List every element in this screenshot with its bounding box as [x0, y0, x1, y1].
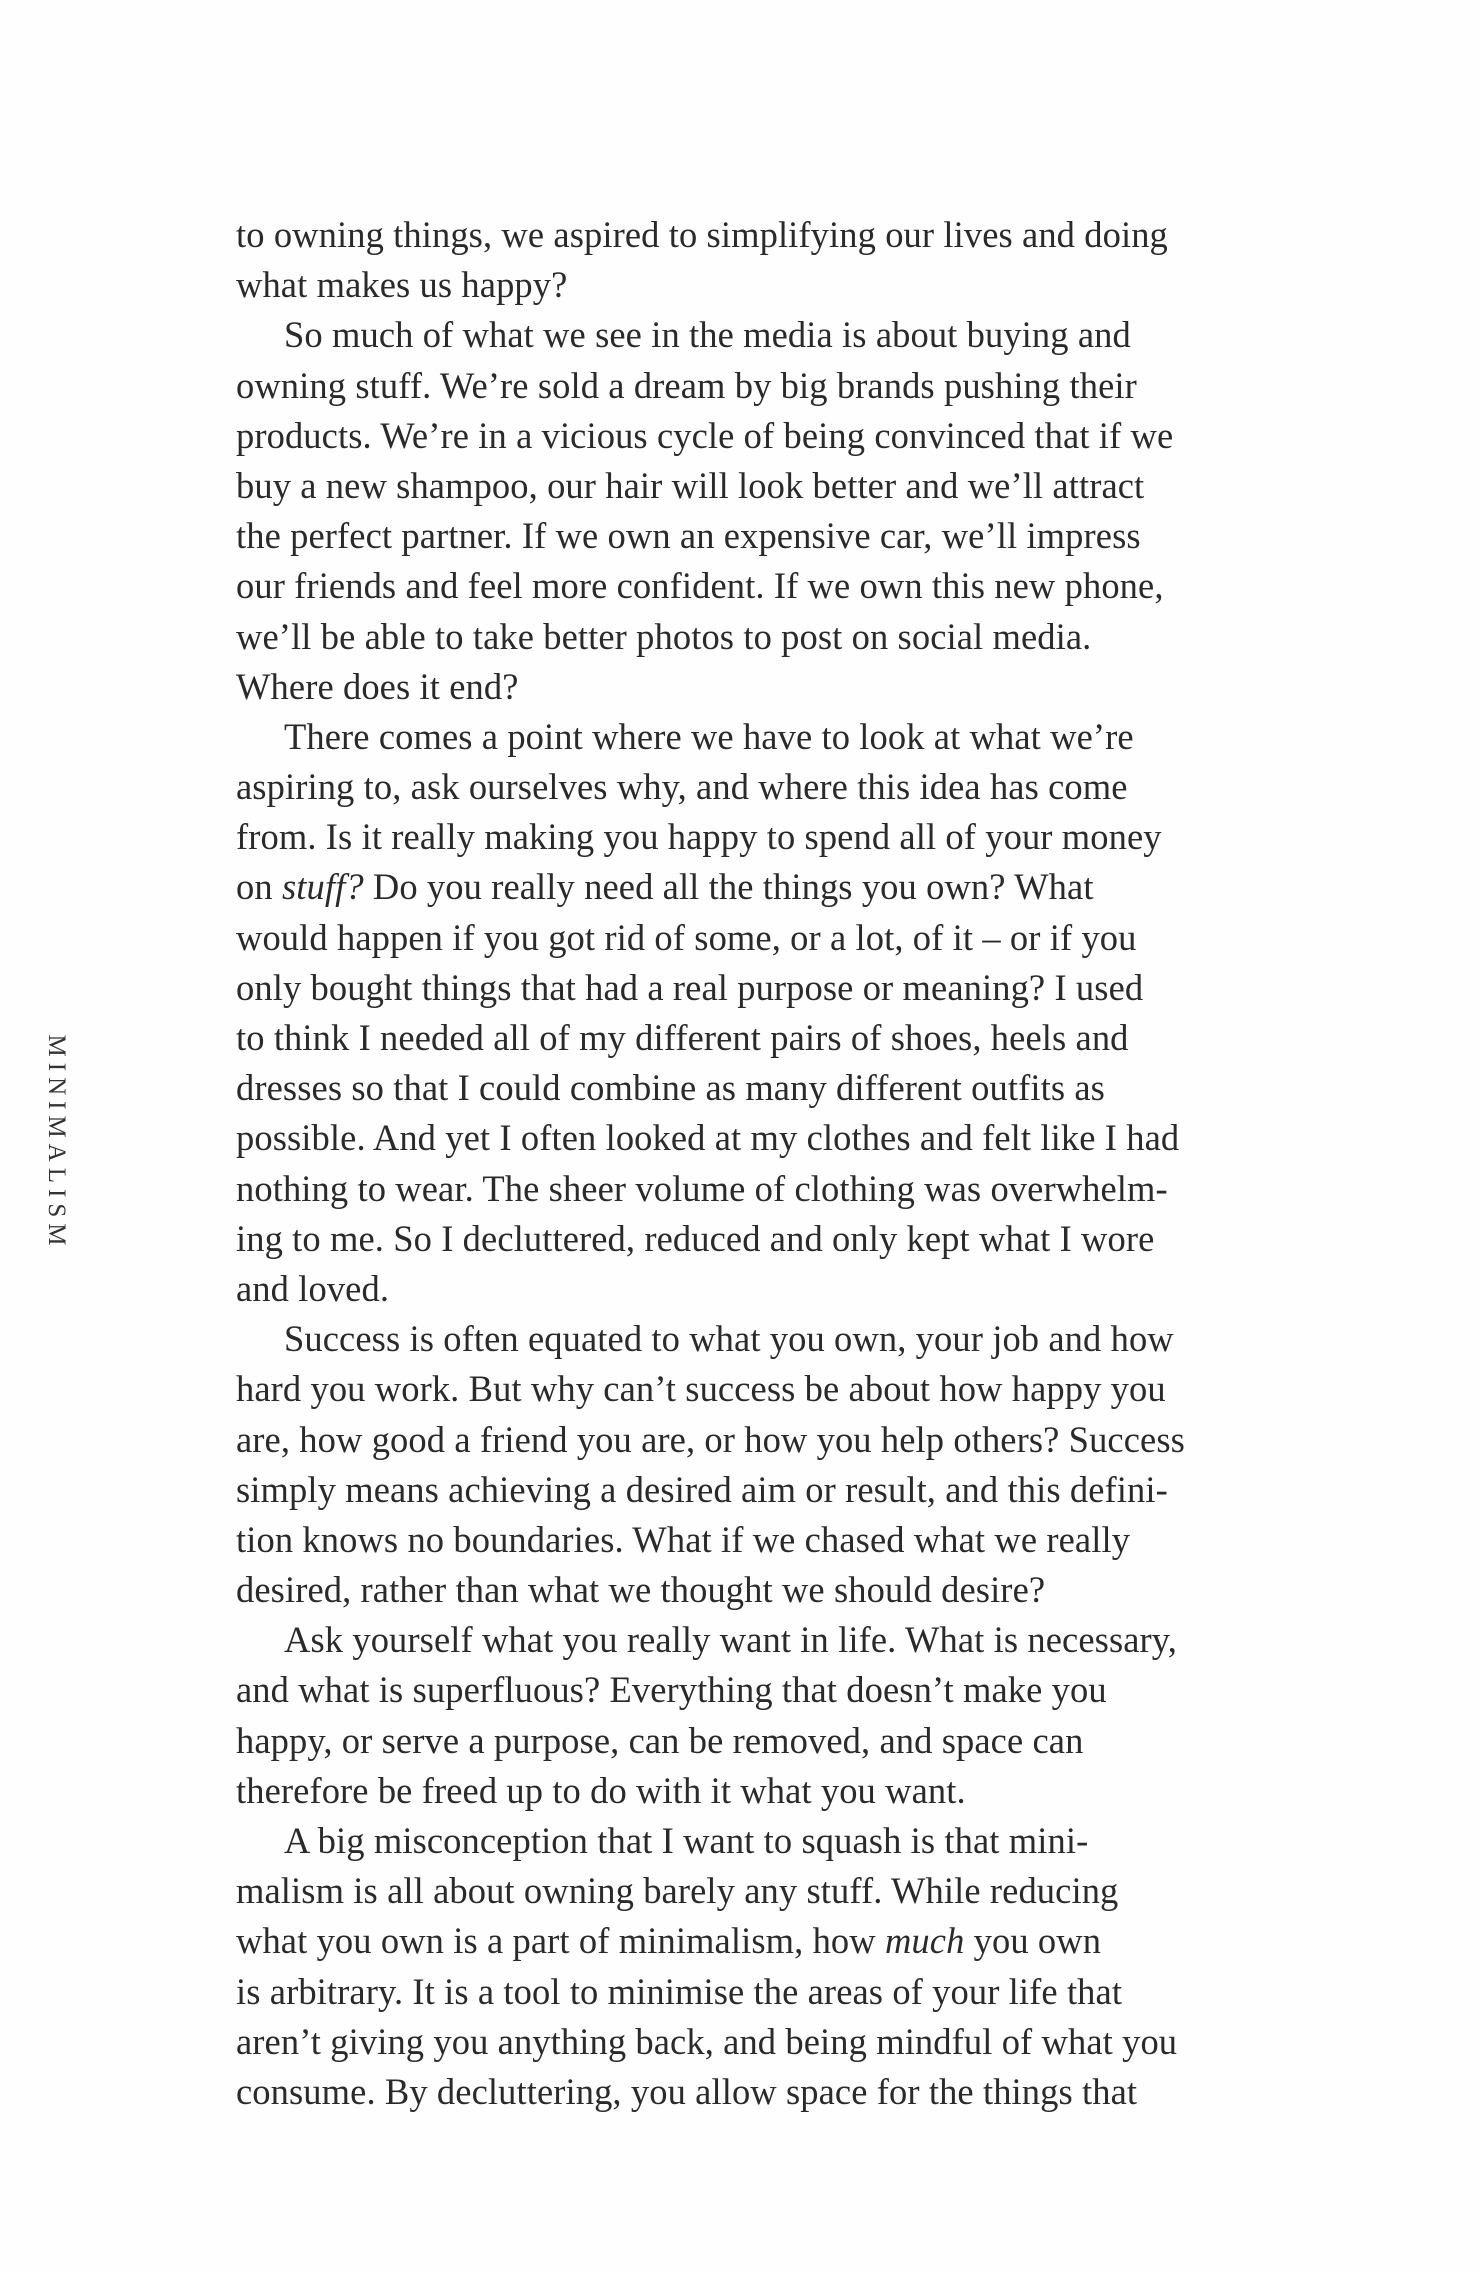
text-line: to owning things, we aspired to simplifying our lives and doing	[236, 214, 1168, 255]
text-line: the perfect partner. If we own an expensive car, we’ll impress	[236, 515, 1141, 557]
text-line: There comes a point where we have to look at what we’re	[284, 715, 1134, 757]
text-line: So much of what we see in the media is about buying and	[284, 314, 1131, 356]
text-line-segment: what you own is a part of minimalism, how	[236, 1920, 885, 1962]
text-line: is arbitrary. It is a tool to minimise the areas of your life that	[236, 1970, 1123, 2012]
text-line: and loved.	[236, 1267, 390, 1309]
text-line: what makes us happy?	[236, 264, 568, 306]
text-line: therefore be freed up to do with it what you want.	[236, 1769, 966, 1811]
text-line: Where does it end?	[236, 665, 519, 707]
text-line: only bought things that had a real purpose or meaning? I used	[236, 966, 1144, 1008]
text-line: aren’t giving you anything back, and being mindful of what you	[236, 2020, 1178, 2062]
text-line: Ask yourself what you really want in life. What is necessary,	[284, 1619, 1178, 1661]
text-line: consume. By decluttering, you allow space for the things that	[236, 2070, 1138, 2112]
running-head: MINIMALISM	[43, 1034, 70, 1252]
text-line: and what is superfluous? Everything that doesn’t make you	[236, 1669, 1107, 1711]
text-line: Success is often equated to what you own, your job and how	[284, 1318, 1174, 1360]
text-line: desired, rather than what we thought we should desire?	[236, 1569, 1046, 1611]
text-line: from. Is it really making you happy to spend all of your money	[236, 816, 1162, 858]
text-line: happy, or serve a purpose, can be removed, and space can	[236, 1719, 1084, 1761]
text-line: hard you work. But why can’t success be about how happy you	[236, 1368, 1166, 1410]
text-line-segment: on	[236, 866, 282, 908]
text-line: nothing to wear. The sheer volume of clothing was overwhelm-	[236, 1167, 1168, 1209]
text-line: malism is all about owning barely any stuff. While reducing	[236, 1870, 1119, 1912]
text-line: we’ll be able to take better photos to post on social media.	[236, 615, 1092, 657]
text-line: ing to me. So I decluttered, reduced and only kept what I wore	[236, 1217, 1155, 1259]
body-text	[236, 210, 1246, 2117]
emphasis-text: much	[884, 1920, 965, 1962]
text-line: possible. And yet I often looked at my clothes and felt like I had	[236, 1117, 1180, 1159]
text-line-segment: Do you really need all the things you own? What	[363, 866, 1094, 908]
text-line: would happen if you got rid of some, or a lot, of it – or if you	[236, 916, 1137, 958]
text-line: owning stuff. We’re sold a dream by big brands pushing their	[236, 364, 1137, 406]
text-line-segment: you own	[964, 1920, 1102, 1962]
text-line	[236, 1916, 1246, 1966]
emphasis-text: stuff?	[281, 866, 364, 908]
text-line: products. We’re in a vicious cycle of being convinced that if we	[236, 414, 1174, 456]
text-line: simply means achieving a desired aim or result, and this defini-	[236, 1468, 1168, 1510]
text-line	[236, 862, 1246, 912]
text-line: A big misconception that I want to squash is that mini-	[284, 1820, 1089, 1861]
text-line: aspiring to, ask ourselves why, and where this idea has come	[236, 766, 1128, 808]
text-line: tion knows no boundaries. What if we chased what we really	[236, 1518, 1131, 1560]
text-line: dresses so that I could combine as many different outfits as	[236, 1067, 1105, 1109]
text-line: our friends and feel more confident. If we own this new phone,	[236, 565, 1164, 607]
text-line: are, how good a friend you are, or how you help others? Success	[236, 1418, 1185, 1460]
text-line: buy a new shampoo, our hair will look better and we’ll attract	[236, 464, 1145, 506]
text-line: to think I needed all of my different pairs of shoes, heels and	[236, 1017, 1129, 1058]
